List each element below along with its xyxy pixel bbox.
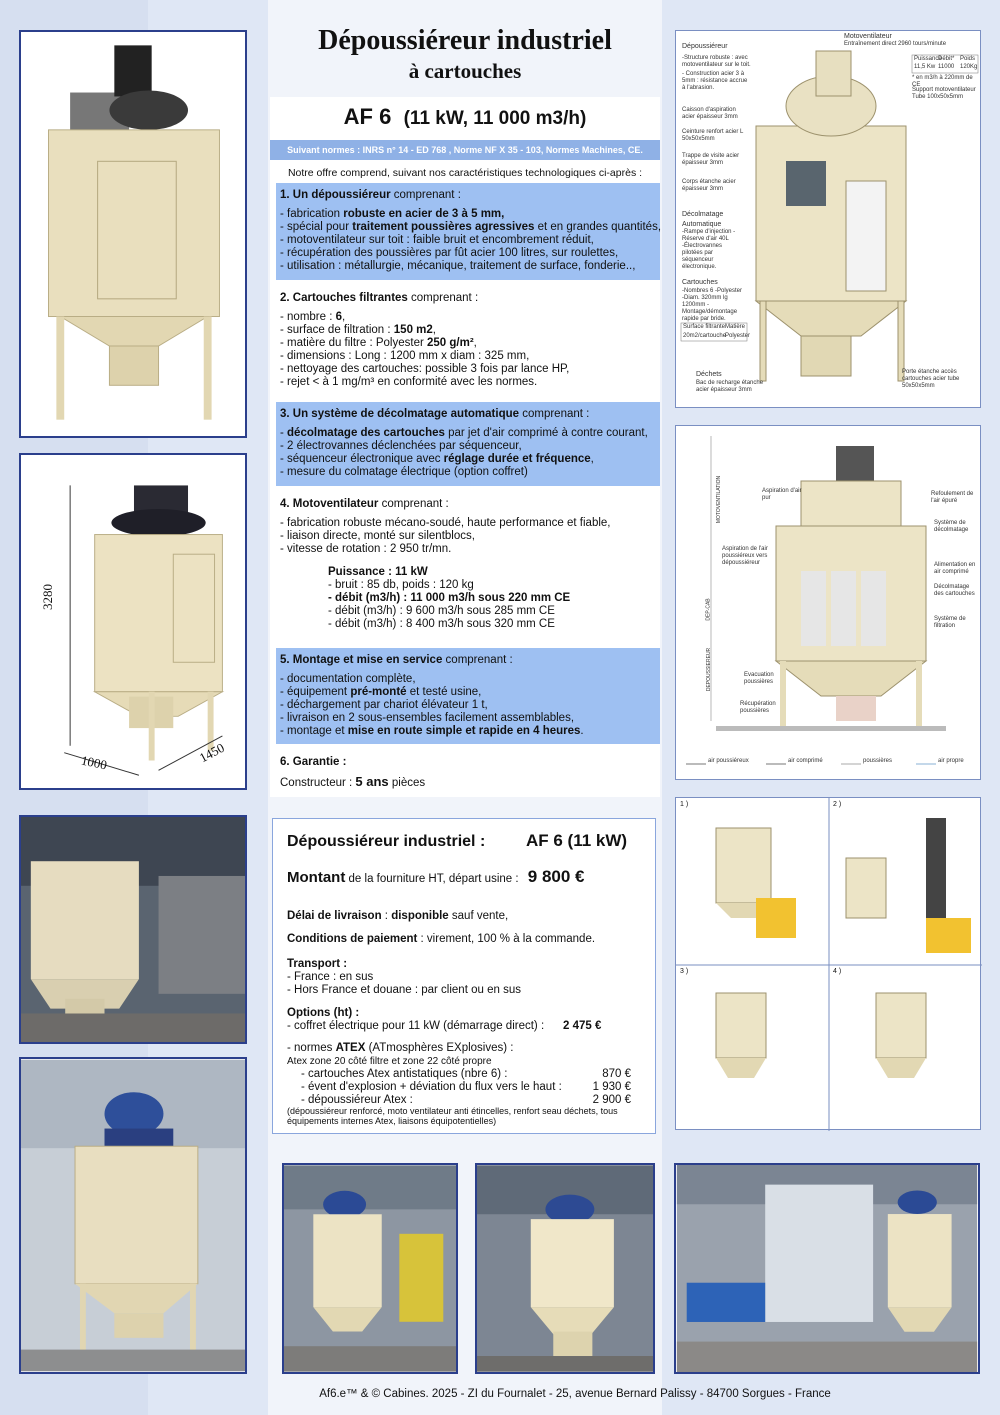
model-specs: (11 kW, 11 000 m3/h): [403, 108, 587, 129]
d1-support: Support motoventilateur Tube 100x50x5mm: [912, 87, 976, 100]
d1-surf-v2: Polyester: [725, 333, 751, 339]
section-1-heading: 1. Un dépoussiéreur comprenant :: [280, 189, 461, 201]
section-2-line: - matière du filtre : Polyester 250 g/m²,: [280, 337, 477, 349]
d1-th-puissance: Puissance: [914, 56, 942, 62]
step-3-label: 3 ): [680, 968, 689, 975]
d2-legend-air-comprime: air comprimé: [788, 758, 823, 764]
photo-bottom-1: [282, 1163, 458, 1374]
dim-depth: 1450: [196, 739, 227, 766]
d1-moto-title: Motoventilateur: [844, 33, 892, 40]
section-4-line: - fabrication robuste mécano-soudé, haute performance et fiable,: [280, 517, 611, 529]
d1-cartouches: Cartouches: [682, 279, 718, 286]
section-5-line: - livraison en 2 sous-ensembles facilement assemblables,: [280, 712, 575, 724]
section-3-line: - 2 électrovannes déclenchées par séquenceur,: [280, 440, 522, 452]
price-options-label: Options (ht) :: [287, 1007, 360, 1019]
d1-ceinture: Ceinture renfort acier L 50x50x5mm: [682, 129, 744, 142]
price-delai: Délai de livraison : disponible sauf vente,: [287, 910, 509, 922]
section-decolmatage: [276, 402, 660, 486]
d1-depoussieur-title: Dépoussiéreur: [682, 43, 728, 50]
d2-systeme-filtration: Système de filtration: [934, 616, 966, 629]
atex-item-label: - cartouches Atex antistatiques (nbre 6) :: [301, 1068, 508, 1080]
section-5-heading: 5. Montage et mise en service comprenant :: [280, 654, 513, 666]
price-transport-1: - France : en sus: [287, 971, 374, 983]
d2-alimentation: Alimentation en air comprimé: [934, 562, 976, 575]
d1-porte: Porte étanche accès cartouches acier tube 50x50x5mm: [902, 369, 960, 389]
price-transport-2: - Hors France et douane : par client ou en sus: [287, 984, 521, 996]
section-5-line: - montage et mise en route simple et rapide en 4 heures.: [280, 725, 584, 737]
d1-td-debit: 11000: [938, 64, 955, 70]
d2-legend-air-propre: air propre: [938, 758, 964, 764]
section-2-line: - nombre : 6,: [280, 311, 346, 323]
d1-cart-lines: -Nombres 6 -Polyester -Diam. 320mm lg 1200mm -Montage/démontage rapide par bride.: [682, 288, 743, 322]
section-2-line: - nettoyage des cartouches: possible 3 fois par lance HP,: [280, 363, 570, 375]
d2-decolmatage-cart: Décolmatage des cartouches: [934, 584, 975, 597]
section-4-subline: - débit (m3/h) : 9 600 m3/h sous 285 mm CE: [328, 605, 555, 617]
section-4-subline: - débit (m3/h) : 8 400 m3/h sous 320 mm CE: [328, 618, 555, 630]
section-2-line: - dimensions : Long : 1200 mm x diam : 325 mm,: [280, 350, 530, 362]
d1-caisson: Caisson d'aspiration acier épaisseur 3mm: [682, 107, 738, 120]
option-atex: - normes ATEX (ATmosphères EXplosives) :: [287, 1042, 514, 1054]
photo-bottom-3: [674, 1163, 980, 1374]
page-title: Dépoussiéreur industriel: [318, 25, 612, 56]
section-3-lines: [280, 427, 656, 479]
d1-td-puissance: 11,5 Kw: [914, 64, 936, 70]
section-1-line: - récupération des poussières par fût acier 100 litres, sur roulettes,: [280, 247, 619, 259]
option-coffret: - coffret électrique pour 11 kW (démarrage direct) :: [287, 1020, 545, 1032]
section-cartouches: [276, 286, 660, 396]
assembly-steps: [675, 797, 981, 1130]
photo-machine-front: [19, 30, 247, 438]
step-1-label: 1 ): [680, 801, 689, 808]
section-4-lines: [280, 517, 656, 556]
d1-auto-lines: -Rampe d'injection -Réserve d'air 40L -Électrovannes pilotées par séquenceur électronique.: [682, 229, 736, 270]
section-3-line: - séquenceur électronique avec réglage durée et fréquence,: [280, 453, 594, 465]
d1-dechets-line: Bac de recharge étanche acier épaisseur 3mm: [696, 380, 764, 393]
page-subtitle: à cartouches: [408, 59, 522, 83]
photo-workshop-installation: [19, 815, 247, 1044]
d1-surf-h1: Surface filtrante: [683, 324, 726, 330]
section-5-line: - documentation complète,: [280, 673, 416, 685]
section-2-line: - rejet < à 1 mg/m³ en conformité avec les normes.: [280, 376, 538, 388]
section-2-lines: [280, 311, 656, 389]
d1-surf-v1: 20m2/cartouche: [683, 333, 727, 339]
d1-trappe: Trappe de visite acier épaisseur 3mm: [682, 153, 740, 166]
d1-corps: Corps étanche acier épaisseur 3mm: [682, 179, 736, 192]
section-2-line: - surface de filtration : 150 m2,: [280, 324, 436, 336]
d2-systeme-decolmatage: Système de décolmatage: [934, 520, 969, 533]
d1-th-poids: Poids: [960, 56, 976, 62]
model-heading: [270, 104, 660, 130]
photo-dimension-drawing: [19, 453, 247, 790]
d1-decolmatage: Décolmatage: [682, 211, 724, 218]
d1-dechets: Déchets: [696, 371, 722, 378]
price-box: [272, 818, 656, 1134]
dim-height: 3280: [40, 584, 55, 610]
diagram-airflow: [675, 425, 981, 780]
section-3-heading: 3. Un système de décolmatage automatique comprenant :: [280, 408, 590, 420]
section-1-lines: [280, 208, 662, 273]
atex-item-price: 1 930 €: [592, 1081, 631, 1093]
section-3-line: - décolmatage des cartouches par jet d'air comprimé à contre courant,: [280, 427, 648, 439]
dim-width: 1000: [79, 752, 109, 773]
atex-item-label: - dépoussiéreur Atex :: [301, 1094, 413, 1106]
section-6-heading: 6. Garantie :: [280, 756, 347, 768]
section-1-line: - motoventilateur sur toit : faible bruit et encombrement réduit,: [280, 234, 594, 246]
section-4-sublines: [280, 579, 656, 631]
section-4-subline: - débit (m3/h) : 11 000 m3/h sous 220 mm CE: [328, 592, 571, 604]
price-montant-line: Montant de la fourniture HT, départ usine : 9 800 €: [287, 867, 585, 886]
section-2-heading: 2. Cartouches filtrantes comprenant :: [280, 292, 479, 304]
atex-item-price: 870 €: [602, 1068, 631, 1080]
section-4-line: - liaison directe, monté sur silentblocs,: [280, 530, 475, 542]
section-1-line: - utilisation : métallurgie, mécanique, traitement de surface, fonderie..,: [280, 260, 636, 272]
section-6-text: Constructeur : 5 ans pièces: [280, 774, 426, 789]
d2-motoventilation: MOTOVENTILATION: [716, 475, 723, 524]
section-depoussieur: [276, 183, 660, 280]
d2-legend-poussieres: poussières: [863, 758, 893, 764]
d1-construction: - Construction acier 3 à 5mm : résistance accrue à l'abrasion.: [682, 71, 748, 91]
d2-recuperation: Récupération poussières: [740, 701, 776, 714]
step-2-label: 2 ): [833, 801, 842, 808]
price-model: AF 6 (11 kW): [526, 831, 628, 850]
section-4-heading: 4. Motoventilateur comprenant :: [280, 498, 449, 510]
step-4-label: 4 ): [833, 968, 842, 975]
footer: Af6.e™ & © Cabines. 2025 - ZI du Fournalet - 25, avenue Bernard Palissy - 84700 Sorgues - France: [319, 1388, 831, 1400]
offer-intro: Notre offre comprend, suivant nos caractéristiques technologiques ci-après :: [287, 167, 643, 179]
section-motoventilateur: [276, 492, 660, 644]
price-transport-label: Transport :: [287, 958, 348, 970]
section-1-line: - spécial pour traitement poussières agressives et en grandes quantités,: [280, 221, 662, 233]
d1-td-poids: 120Kg: [960, 64, 978, 70]
section-1-line: - fabrication robuste en acier de 3 à 5 mm,: [280, 208, 505, 220]
section-5-lines: [280, 673, 656, 738]
price-title: Dépoussiéreur industriel :: [287, 833, 486, 850]
d2-aspiration-pur: Aspiration d'air pur: [762, 488, 802, 501]
atex-note-1: (dépoussiéreur renforcé, moto ventilateur anti étincelles, renfort seau déchets, tous: [287, 1106, 618, 1116]
section-4-subline: - bruit : 85 db, poids : 120 kg: [328, 579, 474, 591]
section-garantie: [276, 750, 660, 796]
d2-aspiration-poussiereux: Aspiration de l'air poussiéreux vers dépoussiéreur: [722, 546, 768, 566]
section-4-puissance: Puissance : 11 kW: [328, 566, 428, 578]
d2-refoulement: Refoulement de l'air épuré: [931, 491, 974, 504]
price-conditions: Conditions de paiement : virement, 100 % à la commande.: [287, 933, 596, 945]
section-3-line: - mesure du colmatage électrique (option coffret): [280, 466, 528, 478]
d2-depcab: DEP-CAB: [705, 598, 712, 621]
d1-moto-sub: Entraînement direct 2960 tours/minute: [844, 41, 947, 47]
option-coffret-price: 2 475 €: [563, 1020, 602, 1032]
section-montage: [276, 648, 660, 744]
section-4-line: - vitesse de rotation : 2 950 tr/mn.: [280, 543, 452, 555]
normes-bar: Suivant normes : INRS n° 14 - ED 768 , Norme NF X 35 - 103, Normes Machines, CE.: [270, 140, 660, 160]
atex-zone: Atex zone 20 côté filtre et zone 22 côté propre: [287, 1056, 492, 1067]
d2-evacuation: Evacuation poussières: [744, 672, 774, 685]
price-amount: 9 800 €: [527, 867, 585, 886]
photo-bottom-2: [475, 1163, 655, 1374]
section-5-line: - déchargement par chariot élévateur 1 t,: [280, 699, 488, 711]
d1-automatique: Automatique: [682, 221, 722, 228]
d2-legend-air-poussiereux: air poussiéreux: [708, 758, 749, 764]
atex-item-price: 2 900 €: [592, 1094, 631, 1106]
section-5-line: - équipement pré-monté et testé usine,: [280, 686, 482, 698]
d2-depoussieur-v: DEPOUSSIEREUR: [706, 647, 713, 692]
photo-machine-warehouse: [19, 1057, 247, 1374]
diagram-components: [675, 30, 981, 408]
d1-th-debit: Débit*: [938, 56, 955, 62]
d1-structure: -Structure robuste : avec motoventilateur sur le toit.: [682, 55, 751, 68]
model-name: AF 6: [343, 104, 392, 129]
d1-table-note: * en m3/h à 220mm de CE: [912, 75, 973, 88]
atex-note-2: équipements internes Atex, liaisons équipotentielles): [287, 1116, 497, 1126]
atex-item-label: - évent d'explosion + déviation du flux vers le haut :: [301, 1081, 562, 1093]
d1-surf-h2: Matière: [725, 324, 746, 330]
